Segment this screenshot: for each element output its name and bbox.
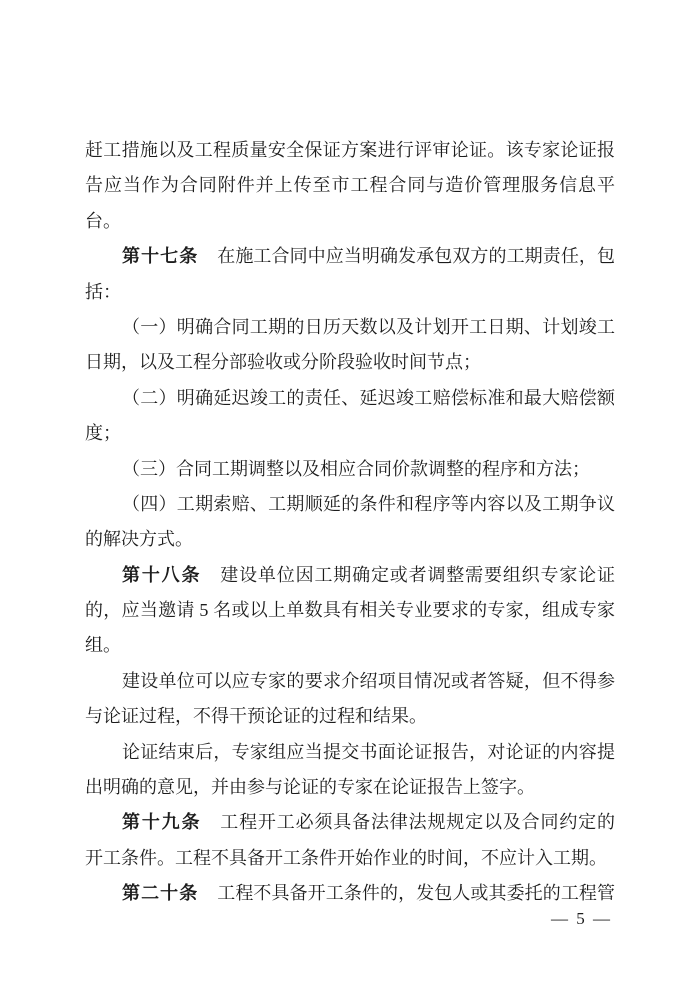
text-line [85,664,615,699]
text-line [85,381,615,416]
document-body-text [85,133,615,912]
line-text: 开工条件。工程不具备开工条件开始作业的时间，不应计入工期。 [85,847,607,868]
text-line [85,593,615,628]
line-text: 建设单位可以应专家的要求介绍项目情况或者答疑，但不得参 [122,670,615,691]
line-text: 在施工合同中应当明确发承包双方的工期责任，包 [217,246,616,267]
text-line [85,204,615,239]
article-heading: 第十七条 [122,246,199,267]
text-line [85,168,615,203]
line-text: 出明确的意见，并由参与论证的专家在论证报告上签字。 [85,777,535,798]
text-line [85,275,615,310]
text-line [85,628,615,663]
text-line [85,558,615,593]
line-text: 的，应当邀请 5 名或以上单数具有相关专业要求的专家，组成专家 [85,600,615,621]
text-line [85,770,615,805]
line-text: 论证结束后，专家组应当提交书面论证报告，对论证的内容提 [122,741,615,762]
line-text: （一）明确合同工期的日历天数以及计划开工日期、计划竣工 [122,316,615,337]
line-text: 的解决方式。 [85,529,193,550]
text-line [85,452,615,487]
article-heading: 第二十条 [122,883,199,904]
text-line [85,841,615,876]
text-line [85,310,615,345]
text-line [85,699,615,734]
text-line [85,416,615,451]
line-text: 工程开工必须具备法律法规规定以及合同约定的 [220,812,616,833]
line-text: 工程不具备开工条件的，发包人或其委托的工程管 [217,883,616,904]
text-line [85,876,615,911]
article-heading: 第十八条 [122,564,202,585]
line-text: 度； [85,423,121,444]
line-text: 组。 [85,635,121,656]
article-heading: 第十九条 [122,812,202,833]
text-line [85,735,615,770]
text-line [85,239,615,274]
line-text: （二）明确延迟竣工的责任、延迟竣工赔偿标准和最大赔偿额 [122,387,615,408]
line-text: （三）合同工期调整以及相应合同价款调整的程序和方法； [122,458,590,479]
page-number: — 5 — [551,909,612,928]
text-line [85,345,615,380]
line-text: 建设单位因工期确定或者调整需要组织专家论证 [220,564,616,585]
line-text: 日期，以及工程分部验收或分阶段验收时间节点； [85,352,481,373]
line-text: 与论证过程，不得干预论证的过程和结果。 [85,706,427,727]
line-text: 赶工措施以及工程质量安全保证方案进行评审论证。该专家论证报 [85,140,615,160]
line-text: 括： [85,281,121,302]
text-line [85,805,615,840]
text-line [85,522,615,557]
line-text: 告应当作为合同附件并上传至市工程合同与造价管理服务信息平 [85,175,615,196]
text-line [85,487,615,522]
text-line [85,133,615,168]
line-text: （四）工期索赔、工期顺延的条件和程序等内容以及工期争议 [122,493,615,514]
line-text: 台。 [85,210,121,231]
